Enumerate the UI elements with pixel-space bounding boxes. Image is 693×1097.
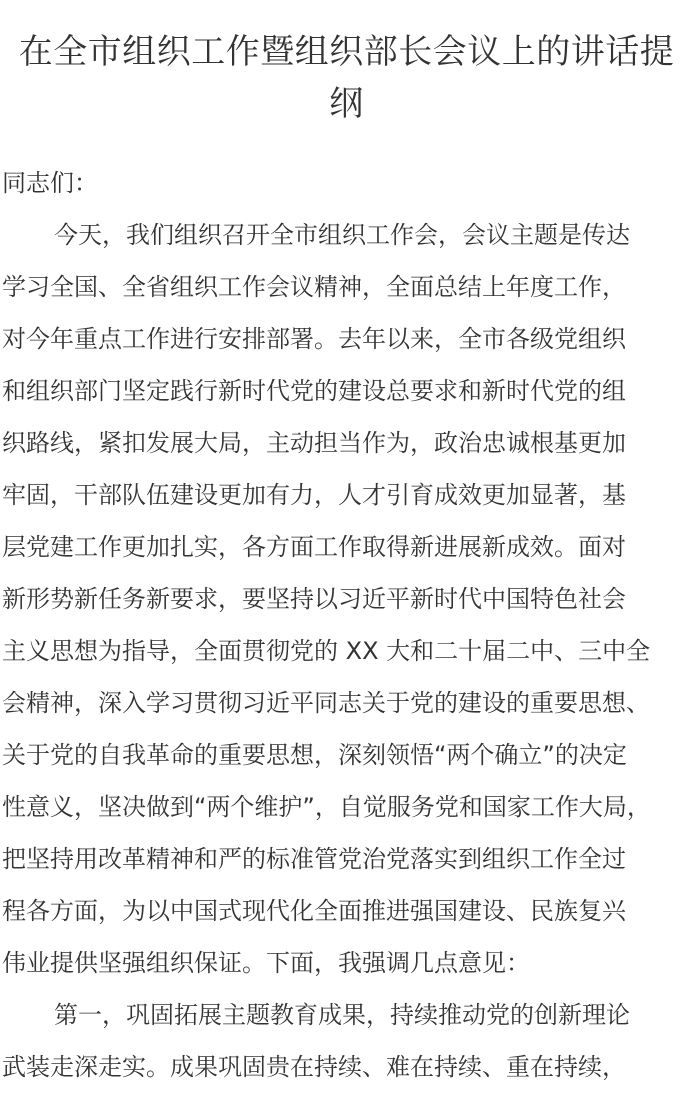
title-line-2: 纲 [329,84,364,124]
title-line-1: 在全市组织工作暨组织部长会议上的讲话提 [18,32,675,72]
paragraph-1-line: 牢固，干部队伍建设更加有力，人才引育成效更加显著，基 [2,481,626,509]
paragraph-1-line: 层党建工作更加扎实，各方面工作取得新进展新成效。面对 [2,533,626,561]
paragraph-1-line: 把坚持用改革精神和严的标准管党治党落实到组织工作全过 [2,845,626,873]
paragraph-1-line: 程各方面，为以中国式现代化全面推进强国建设、民族复兴 [2,897,626,925]
paragraph-1-line: 会精神，深入学习贯彻习近平同志关于党的建设的重要思想、 [2,689,650,717]
salutation: 同志们： [2,169,98,197]
paragraph-1-line: 新形势新任务新要求，要坚持以习近平新时代中国特色社会 [2,585,626,613]
paragraph-1-line: 今天，我们组织召开全市组织工作会，会议主题是传达 [54,221,630,249]
paragraph-1-line: 性意义，坚决做到“两个维护”，自觉服务党和国家工作大局， [2,793,651,821]
paragraph-2-line: 第一，巩固拓展主题教育成果，持续推动党的创新理论 [54,1001,630,1029]
document-title [2,26,691,130]
paragraph-1-line: 关于党的自我革命的重要思想，深刻领悟“两个确立”的决定 [2,741,627,769]
paragraph-1-line: 伟业提供坚强组织保证。下面，我强调几点意见： [2,949,530,977]
document-body [2,157,693,1093]
paragraph-2-line: 武装走深走实。成果巩固贵在持续、难在持续、重在持续， [2,1053,626,1081]
paragraph-1-line: 学习全国、全省组织工作会议精神，全面总结上年度工作， [2,273,626,301]
paragraph-1-line: 主义思想为指导，全面贯彻党的 XX 大和二十届二中、三中全 [2,637,651,665]
paragraph-1-line: 织路线，紧扣发展大局，主动担当作为，政治忠诚根基更加 [2,429,626,457]
paragraph-1-line: 和组织部门坚定践行新时代党的建设总要求和新时代党的组 [2,377,626,405]
paragraph-1-line: 对今年重点工作进行安排部署。去年以来，全市各级党组织 [2,325,626,353]
